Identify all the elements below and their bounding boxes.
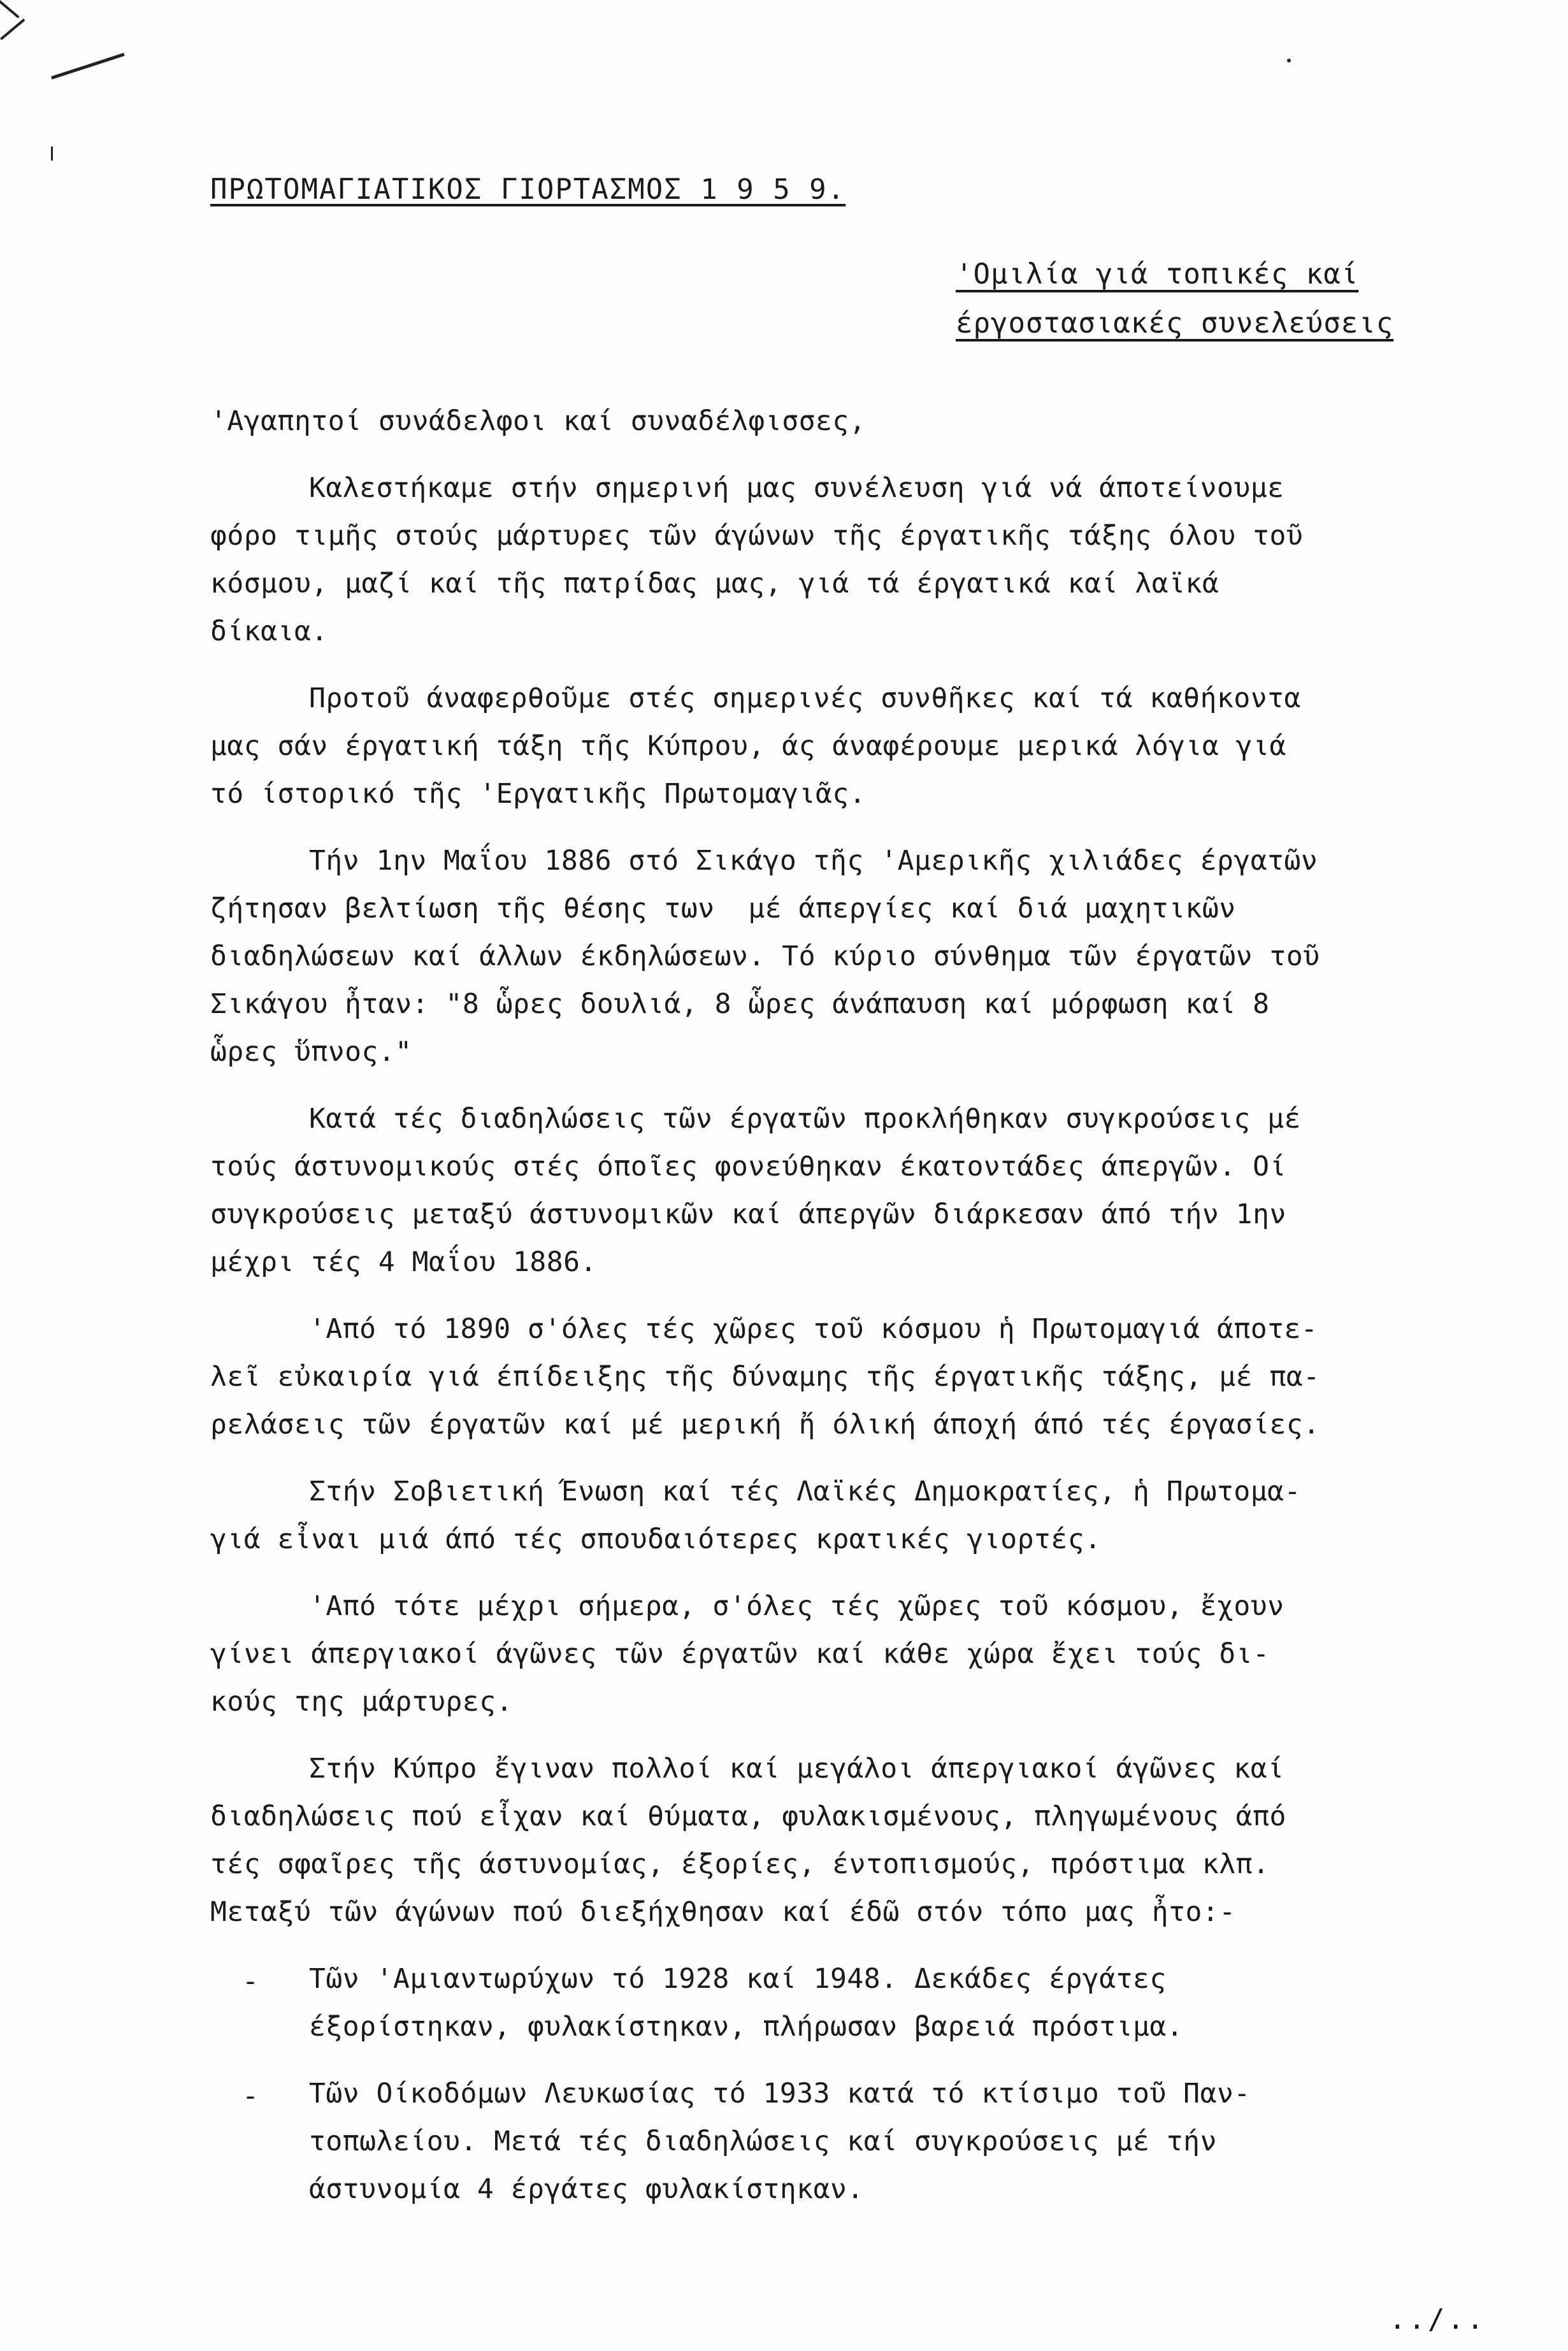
bullet-2-line: άστυνομία 4 έργάτες φυλακίστηκαν. xyxy=(309,2173,864,2205)
paragraph-1-line: φόρο τιμῆς στούς μάρτυρες τῶν άγώνων τῆς έργατικῆς τάξης όλου τοῦ xyxy=(210,520,1304,552)
document-title: ΠΡΩΤΟΜΑΓΙΑΤΙΚΟΣ ΓΙΟΡΤΑΣΜΟΣ 1 9 5 9. xyxy=(210,173,846,206)
paragraph-8-line: τές σφαῖρες τῆς άστυνομίας, έξορίες, έντοπισμούς, πρόστιμα κλπ. xyxy=(210,1848,1270,1880)
paragraph-5-line: 'Από τό 1890 σ'όλες τές χῶρες τοῦ κόσμου ἡ Πρωτομαγιά άποτε- xyxy=(309,1313,1318,1345)
paragraph-3-line: Τήν 1ην Μαΐου 1886 στό Σικάγο τῆς 'Αμερικῆς χιλιάδες έργατῶν xyxy=(309,845,1318,877)
bullet-marker: - xyxy=(242,1966,259,1997)
paragraph-8-line: διαδηλώσεις πού εἶχαν καί θύματα, φυλακισμένους, πληγωμένους άπό xyxy=(210,1801,1286,1832)
subtitle-line-1: 'Ομιλία γιά τοπικές καί xyxy=(956,258,1359,291)
bullet-marker: - xyxy=(242,2080,259,2112)
paragraph-4-line: συγκρούσεις μεταξύ άστυνομικῶν καί άπεργῶν διάρκεσαν άπό τήν 1ην xyxy=(210,1198,1286,1230)
paragraph-8-line: Στήν Κύπρο ἔγιναν πολλοί καί μεγάλοι άπεργιακοί άγῶνες καί xyxy=(309,1753,1284,1785)
bullet-2-line: τοπωλείου. Μετά τές διαδηλώσεις καί συγκρούσεις μέ τήν xyxy=(309,2125,1217,2157)
bullet-1-line: Τῶν 'Αμιαντωρύχων τό 1928 καί 1948. Δεκάδες έργάτες xyxy=(309,1963,1167,1995)
paragraph-2-line: μας σάν έργατική τάξη τῆς Κύπρου, άς άναφέρουμε μερικά λόγια γιά xyxy=(210,730,1286,762)
paragraph-5-line: ρελάσεις τῶν έργατῶν καί μέ μερική ἤ όλική άποχή άπό τές έργασίες. xyxy=(210,1409,1320,1441)
bullet-1-line: έξορίστηκαν, φυλακίστηκαν, πλήρωσαν βαρειά πρόστιμα. xyxy=(309,2011,1184,2043)
paragraph-1-line: κόσμου, μαζί καί τῆς πατρίδας μας, γιά τά έργατικά καί λαϊκά xyxy=(210,568,1219,600)
paragraph-4-line: Κατά τές διαδηλώσεις τῶν έργατῶν προκλήθηκαν συγκρούσεις μέ xyxy=(309,1103,1301,1135)
paragraph-5-line: λεῖ εὐκαιρία γιά έπίδειξης τῆς δύναμης τῆς έργατικῆς τάξης, μέ πα- xyxy=(210,1361,1320,1393)
paragraph-3-line: ζήτησαν βελτίωση τῆς θέσης των μέ άπεργίες καί διά μαχητικῶν xyxy=(210,893,1236,924)
paragraph-3-line: Σικάγου ἦταν: "8 ὧρες δουλιά, 8 ὧρες άνάπαυση καί μόρφωση καί 8 xyxy=(210,988,1270,1020)
paragraph-4-line: μέχρι τές 4 Μαΐου 1886. xyxy=(210,1246,597,1278)
paragraph-3-line: διαδηλώσεων καί άλλων έκδηλώσεων. Τό κύριο σύνθημα τῶν έργατῶν τοῦ xyxy=(210,940,1320,972)
paragraph-3-line: ὧρες ὕπνος." xyxy=(210,1036,412,1068)
subtitle-line-2: έργοστασιακές συνελεύσεις xyxy=(956,307,1394,340)
scan-speck xyxy=(1287,59,1291,62)
paragraph-2-line: τό ίστορικό τῆς 'Εργατικῆς Πρωτομαγιᾶς. xyxy=(210,778,867,810)
paragraph-8-line: Μεταξύ τῶν άγώνων πού διεξήχθησαν καί έδῶ στόν τόπο μας ἦτο:- xyxy=(210,1896,1236,1928)
scan-pen-stroke xyxy=(51,147,53,161)
scan-corner-mark xyxy=(0,0,20,18)
paragraph-6-line: γιά εἶναι μιά άπό τές σπουδαιότερες κρατικές γιορτές. xyxy=(210,1523,1102,1555)
paragraph-4-line: τούς άστυνομικούς στές όποῖες φονεύθηκαν έκατοντάδες άπεργῶν. Οί xyxy=(210,1151,1286,1183)
paragraph-7-line: 'Από τότε μέχρι σήμερα, σ'όλες τές χῶρες τοῦ κόσμου, ἔχουν xyxy=(309,1590,1284,1622)
scan-corner-mark xyxy=(0,18,25,40)
scan-pen-stroke xyxy=(51,53,125,80)
paragraph-1-line: δίκαια. xyxy=(210,615,328,647)
paragraph-6-line: Στήν Σοβιετική Ένωση καί τές Λαϊκές Δημοκρατίες, ἡ Πρωτομα- xyxy=(309,1476,1301,1507)
paragraph-7-line: γίνει άπεργιακοί άγῶνες τῶν έργατῶν καί κάθε χώρα ἔχει τούς δι- xyxy=(210,1638,1270,1670)
continuation-marker: ../.. xyxy=(1389,2303,1486,2336)
paragraph-1-line: Καλεστήκαμε στήν σημερινή μας συνέλευση γιά νά άποτείνουμε xyxy=(309,472,1284,504)
paragraph-2-line: Προτοῦ άναφερθοῦμε στές σημερινές συνθῆκες καί τά καθήκοντα xyxy=(309,682,1301,714)
bullet-2-line: Τῶν Οίκοδόμων Λευκωσίας τό 1933 κατά τό κτίσιμο τοῦ Παν- xyxy=(309,2078,1251,2110)
salutation: 'Αγαπητοί συνάδελφοι καί συναδέλφισσες, xyxy=(210,405,867,437)
paragraph-7-line: κούς της μάρτυρες. xyxy=(210,1686,513,1718)
